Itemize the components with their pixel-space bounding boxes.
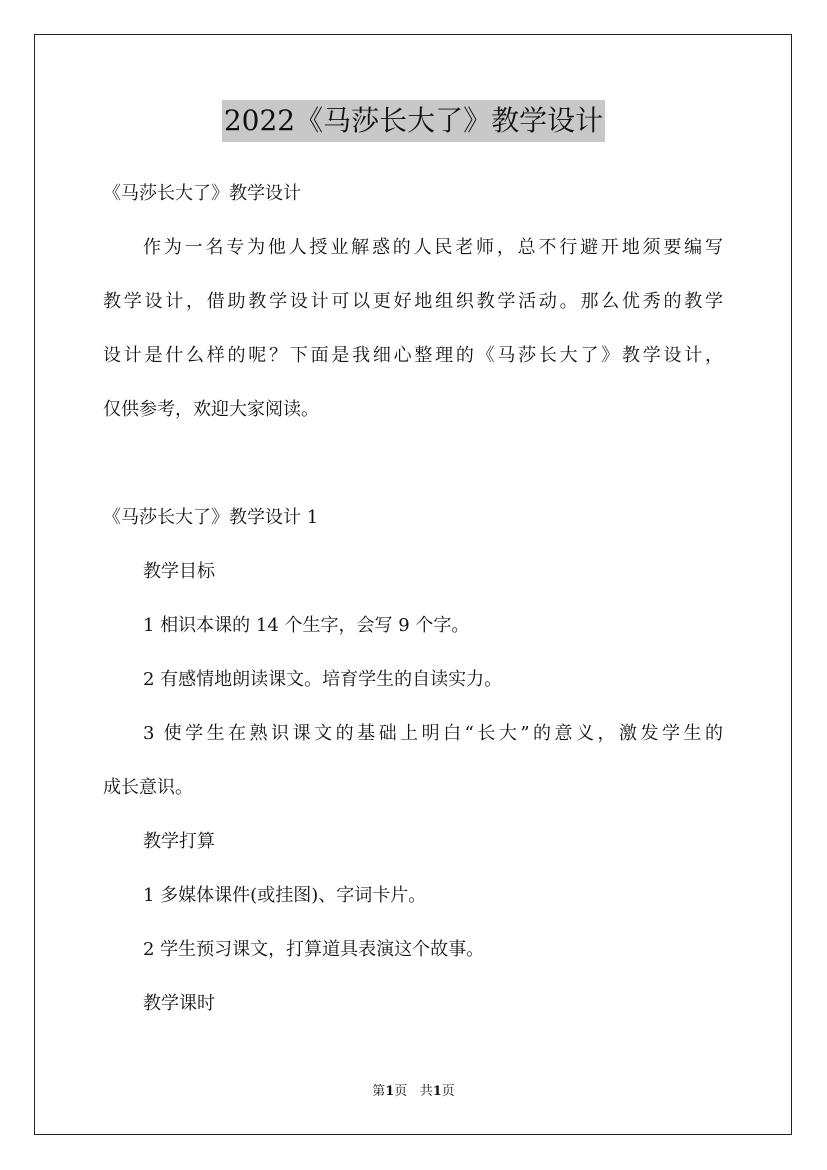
page-footer	[0, 1083, 827, 1101]
footer-page-mid: 页 共	[394, 1084, 433, 1099]
goal-item-3-line-2: 成长意识。	[103, 777, 193, 798]
hours-heading: 教学课时	[143, 993, 215, 1014]
prep-item-1: 1 多媒体课件(或挂图)、字词卡片。	[143, 885, 427, 906]
prep-item-2: 2 学生预习课文，打算道具表演这个故事。	[143, 939, 485, 960]
footer-page-prefix: 第	[372, 1084, 386, 1099]
intro-line-1: 作为一名专为他人授业解惑的人民老师，总不行避开地须要编写	[143, 237, 723, 258]
section-heading: 《马莎长大了》教学设计 1	[103, 507, 319, 528]
document-title: 2022《马莎长大了》教学设计	[222, 100, 605, 142]
goals-heading: 教学目标	[143, 561, 215, 582]
intro-line-4: 仅供参考，欢迎大家阅读。	[103, 399, 319, 420]
footer-page-suffix: 页	[441, 1084, 455, 1099]
goal-item-2: 2 有感情地朗读课文。培育学生的自读实力。	[143, 669, 503, 690]
footer-total-pages: 1	[432, 1084, 442, 1099]
title-container	[0, 100, 827, 142]
footer-page-number: 1	[385, 1084, 395, 1099]
document-subtitle: 《马莎长大了》教学设计	[103, 183, 301, 204]
intro-line-3: 设计是什么样的呢？下面是我细心整理的《马莎长大了》教学设计，	[103, 345, 723, 366]
intro-line-2: 教学设计，借助教学设计可以更好地组织教学活动。那么优秀的教学	[103, 291, 723, 312]
prep-heading: 教学打算	[143, 831, 215, 852]
goal-item-3-line-1: 3 使学生在熟识课文的基础上明白“长大”的意义，激发学生的	[143, 723, 723, 744]
goal-item-1: 1 相识本课的 14 个生字，会写 9 个字。	[143, 615, 470, 636]
